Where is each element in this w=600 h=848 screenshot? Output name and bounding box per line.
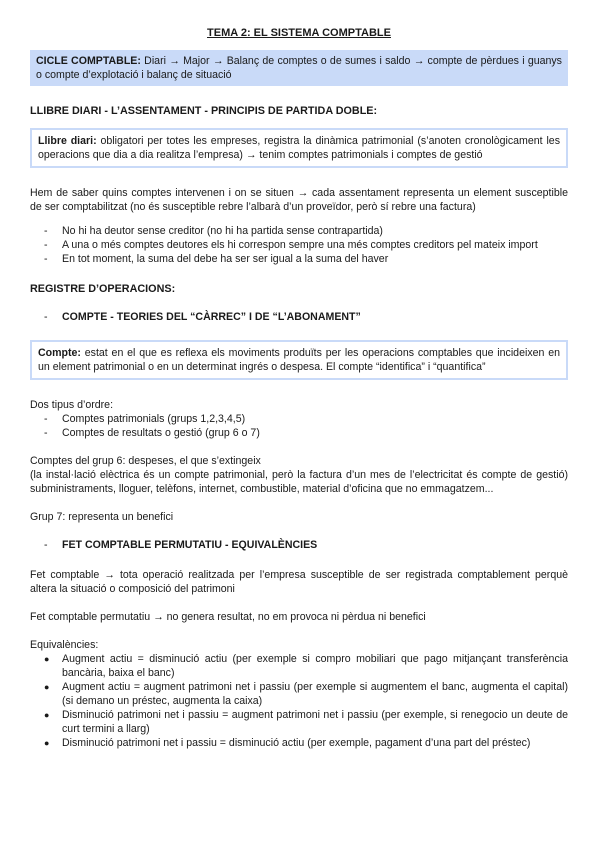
equivalencies-label: Equivalències: [30,639,99,651]
compte-label: Compte: [38,347,81,359]
compte-box [30,340,568,380]
list-item: ● Augment actiu = augment patrimoni net i passiu (per exemple si augmentem el banc, augmenta el capital) (si demano un préstec, augmenta la caixa) [44,681,568,707]
tipus-list [30,412,568,440]
list-item: ● Disminució patrimoni net i passiu = augment patrimoni net i passiu (per exemple, si renegocio un deute de curt termini a llarg) [44,709,568,735]
fet-permutatiu-paragraph: Fet comptable permutatiu → no genera resultat, no em provoca ni pèrdua ni benefici [30,611,426,623]
cicle-comptable-box [30,50,568,86]
partida-doble-list [30,224,568,266]
list-item: - A una o més comptes deutores els hi correspon sempre una més comptes creditors pel mateix import [44,239,538,251]
compte-text: estat en el que es reflexa els moviments produïts per les operacions comptables que incideixen en un element patrimonial o en un determinat ingrés o despesa. El compte “identifica” i “quantifica” [38,347,560,373]
list-item: ● Augment actiu = disminució actiu (per exemple si compro mobiliari que pago mitjançant transferència bancària, baixa el banc) [44,653,568,679]
section-heading-registre: REGISTRE D’OPERACIONS: [30,283,176,295]
page-title: TEMA 2: EL SISTEMA COMPTABLE [207,27,391,39]
list-item: - No hi ha deutor sense creditor (no hi ha partida sense contrapartida) [44,225,383,237]
section-heading-llibre-diari: LLIBRE DIARI - L’ASSENTAMENT - PRINCIPIS DE PARTIDA DOBLE: [30,105,378,117]
subheading-fet-comptable: - FET COMPTABLE PERMUTATIU - EQUIVALÈNCIES [44,539,318,551]
tipus-intro: Dos tipus d’ordre: [30,399,114,411]
llibre-diari-box [30,128,568,168]
fet-comptable-paragraph: Fet comptable → tota operació realitzada per l’empresa susceptible de ser registrada comptablement perquè altera la situació o composició del patrimoni [30,569,568,595]
llibre-diari-text: obligatori per totes les empreses, registra la dinàmica patrimonial (s’anoten cronològicament les operacions que dia a dia realitza l’empresa) → tenim comptes patrimonials i comptes de gestió [38,135,560,161]
cicle-label: CICLE COMPTABLE: [36,55,141,67]
grup7-line: Grup 7: representa un benefici [30,511,174,523]
grup6-line2: (la instal·lació elèctrica és un compte patrimonial, però la factura d’un mes de l’electricitat és compte de gestió) subministraments, lloguer, telèfons, internet, combustible, material d’oficina que no emmagatzem... [30,469,568,495]
llibre-diari-label: Llibre diari: [38,135,97,147]
list-item: - Comptes de resultats o gestió (grup 6 o 7) [44,427,260,439]
subheading-compte: - COMPTE - TEORIES DEL “CÀRREC” I DE “L’ABONAMENT” [44,311,361,323]
list-item: - Comptes patrimonials (grups 1,2,3,4,5) [44,413,246,425]
list-item: - En tot moment, la suma del debe ha ser ser igual a la suma del haver [44,253,389,265]
assentament-paragraph: Hem de saber quins comptes intervenen i on se situen → cada assentament representa un element susceptible de ser comptabilitzat (no és susceptible rebre l’albarà d’un proveïdor, però sí rebre una factura) [30,187,568,213]
cicle-text: Diari → Major → Balanç de comptes o de sumes i saldo → compte de pèrdues i guanys o compte d’explotació i balanç de situació [36,55,562,81]
equivalencies-list [30,652,568,750]
list-item: ● Disminució patrimoni net i passiu = disminució actiu (per exemple, pagament d’una part del préstec) [44,737,531,749]
grup6-line1: Comptes del grup 6: despeses, el que s’extingeix [30,455,261,467]
